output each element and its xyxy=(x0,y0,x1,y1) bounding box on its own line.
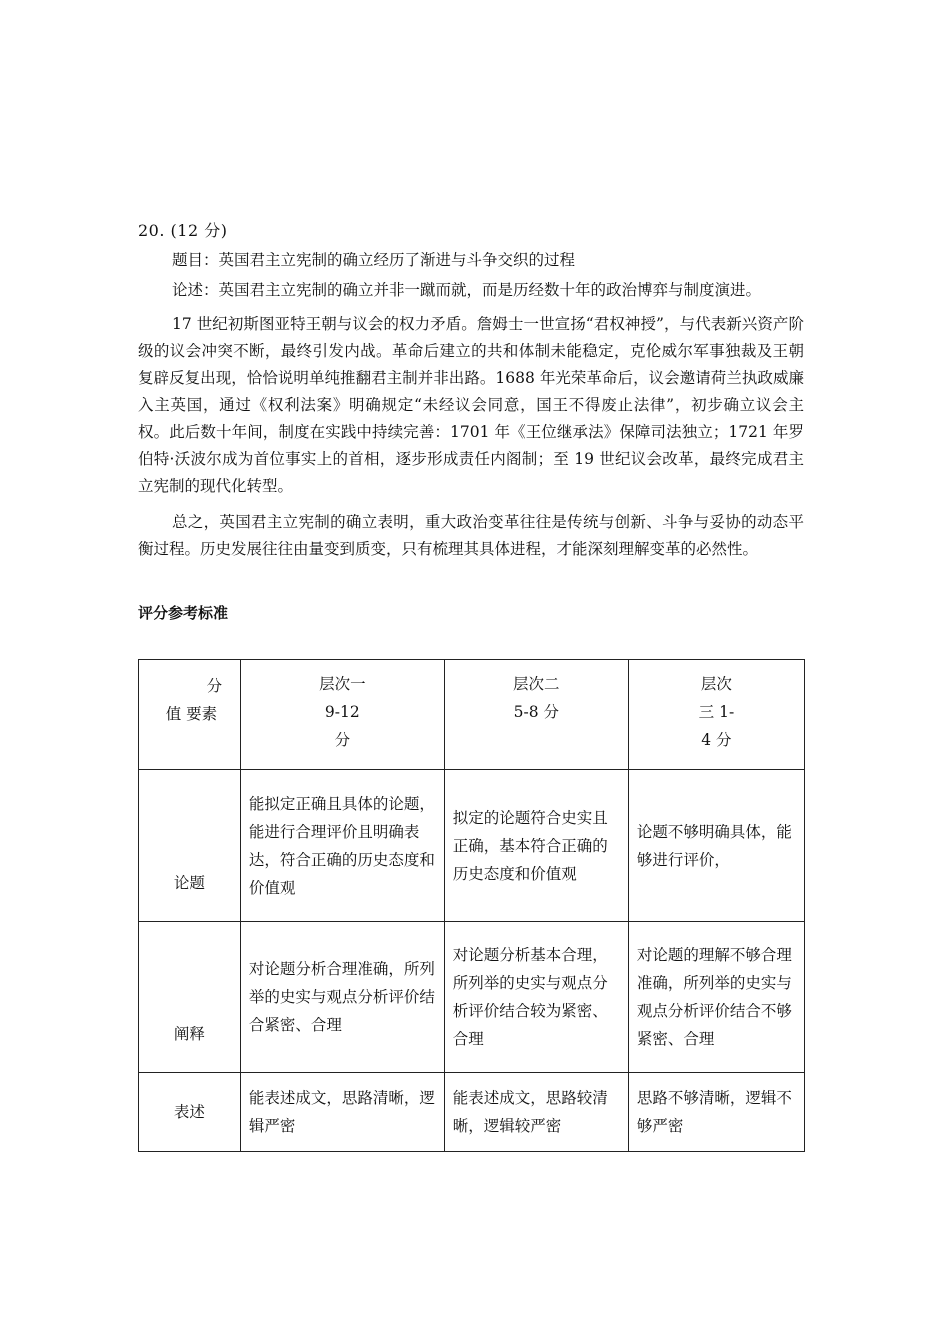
corner-score-label: 分 xyxy=(206,677,223,695)
level3-header xyxy=(628,660,804,770)
rubric-corner-cell xyxy=(139,660,241,770)
level1-score-range: 9-12 xyxy=(324,703,360,721)
level1-score-unit: 分 xyxy=(334,731,351,749)
question-number: 20. xyxy=(138,221,165,240)
row-expression-level3: 思路不够清晰，逻辑不够严密 xyxy=(628,1073,804,1152)
row-explain-level3: 对论题的理解不够合理准确，所列举的史实与观点分析评价结合不够紧密、合理 xyxy=(628,922,804,1073)
row-expression-level1: 能表述成文，思路清晰，逻辑严密 xyxy=(240,1073,444,1152)
level3-name: 层次 xyxy=(700,675,732,693)
conclusion-paragraph: 总之，英国君主立宪制的确立表明，重大政治变革往往是传统与创新、斗争与妥协的动态平衡过程。历史发展往往由量变到质变，只有梳理其具体进程，才能深刻理解变革的必然性。 xyxy=(138,513,804,558)
row-label: 论题 xyxy=(139,770,241,922)
row-expression-level2: 能表述成文，思路较清晰，逻辑较严密 xyxy=(444,1073,628,1152)
rubric-row-topic xyxy=(139,770,805,922)
level3-score-unit: 4 分 xyxy=(701,731,732,749)
rubric-row-expression xyxy=(139,1073,805,1152)
level3-score-range: 三 1- xyxy=(698,703,735,721)
rubric-title: 评分参考标准 xyxy=(138,604,229,622)
row-topic-level3: 论题不够明确具体，能够进行评价， xyxy=(628,770,804,922)
level2-score-range: 5-8 分 xyxy=(513,703,559,721)
level1-name: 层次一 xyxy=(319,675,366,693)
rubric-header-row xyxy=(139,660,805,770)
question-score: (12 分) xyxy=(170,221,228,240)
body-paragraph-block xyxy=(138,311,804,500)
row-topic-level1: 能拟定正确且具体的论题，能进行合理评价且明确表达，符合正确的历史态度和价值观 xyxy=(240,770,444,922)
conclusion-paragraph-block xyxy=(138,509,804,563)
body-paragraph: 17 世纪初斯图亚特王朝与议会的权力矛盾。詹姆士一世宣扬“君权神授”，与代表新兴资产阶级的议会冲突不断，最终引发内战。革命后建立的共和体制未能稳定，克伦威尔军事独裁及王朝复辟反复出现，恰恰说明单纯推翻君主制并非出路。1688 年光荣革命后，议会邀请荷兰执政威廉入主英国，通过《权利法案》明确规定“未经议会同意，国王不得废止法律”，初步确立议会主权。此后数十年间，制度在实践中持续完善：1701 年《王位继承法》保障司法独立；1721 年罗伯特·沃波尔成为首位事实上的首相，逐步形成责任内阁制；至 19 世纪议会改革，最终完成君主立宪制的现代化转型。 xyxy=(138,315,804,495)
row-explain-level1: 对论题分析合理准确，所列举的史实与观点分析评价结合紧密、合理 xyxy=(240,922,444,1073)
corner-element-label: 值 要素 xyxy=(165,705,218,723)
level1-header xyxy=(240,660,444,770)
question-topic: 题目：英国君主立宪制的确立经历了渐进与斗争交织的过程 xyxy=(172,251,576,269)
level2-name: 层次二 xyxy=(513,675,560,693)
row-label: 阐释 xyxy=(139,922,241,1073)
row-topic-level2: 拟定的论题符合史实且正确，基本符合正确的历史态度和价值观 xyxy=(444,770,628,922)
rubric-row-explain xyxy=(139,922,805,1073)
question-thesis: 论述：英国君主立宪制的确立并非一蹴而就，而是历经数十年的政治博弈与制度演进。 xyxy=(172,281,762,299)
row-explain-level2: 对论题分析基本合理，所列举的史实与观点分析评价结合较为紧密、合理 xyxy=(444,922,628,1073)
question-heading xyxy=(138,218,227,241)
rubric-table xyxy=(138,659,805,1152)
level2-header xyxy=(444,660,628,770)
row-label: 表述 xyxy=(139,1073,241,1152)
